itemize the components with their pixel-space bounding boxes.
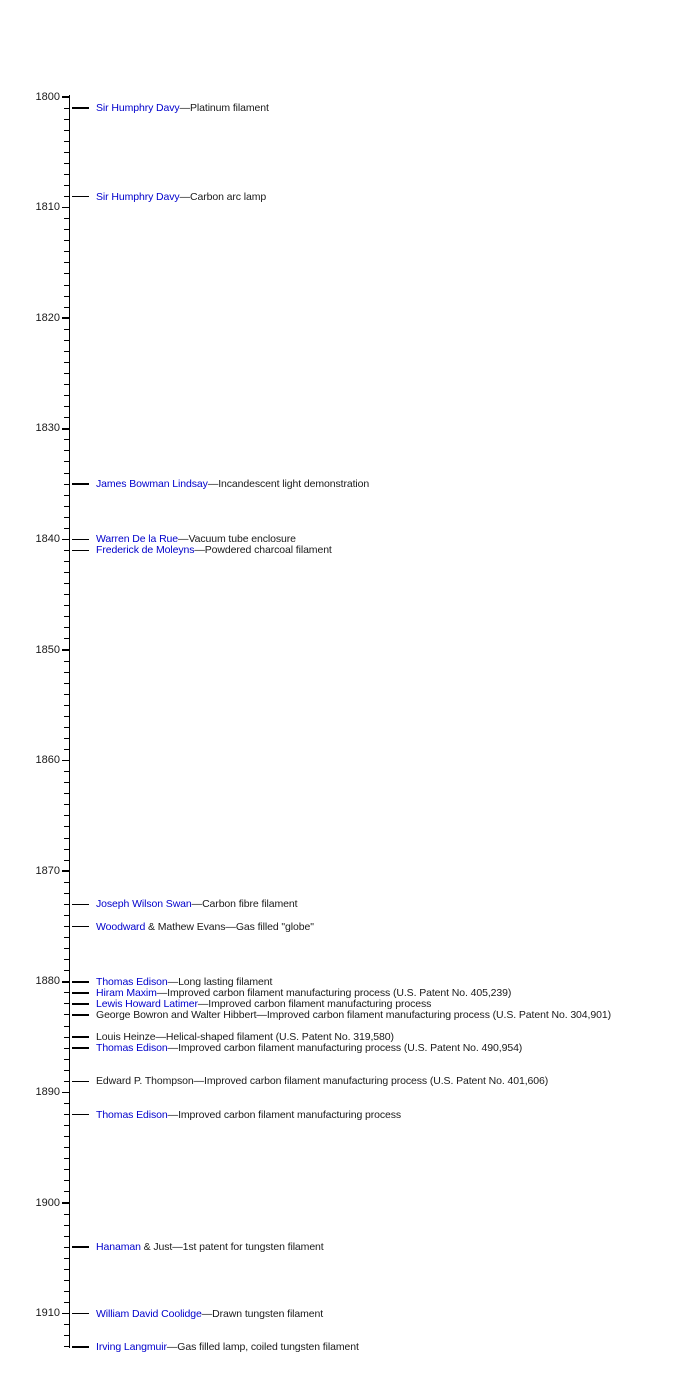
year-label-1850: 1850	[35, 643, 60, 656]
event-row	[72, 898, 297, 910]
minor-tick-1867	[64, 838, 69, 839]
event-name-link[interactable]: Thomas Edison	[96, 975, 168, 988]
event-marker-line	[72, 1114, 89, 1116]
minor-tick-1852	[64, 672, 69, 673]
event-separator: —	[167, 975, 179, 988]
minor-tick-1808	[64, 185, 69, 186]
minor-tick-1897	[64, 1169, 69, 1170]
minor-tick-1816	[64, 273, 69, 274]
event-text	[96, 1308, 323, 1320]
minor-tick-1815	[64, 262, 69, 263]
event-separator: —	[166, 1340, 178, 1353]
minor-tick-1871	[64, 882, 69, 883]
minor-tick-1825	[64, 373, 69, 374]
minor-tick-1829	[64, 417, 69, 418]
event-separator: —	[155, 1031, 166, 1044]
event-text	[96, 1075, 548, 1087]
minor-tick-1903	[64, 1236, 69, 1237]
year-label-1830: 1830	[35, 422, 60, 435]
minor-tick-1835	[64, 484, 69, 485]
minor-tick-1901	[64, 1214, 69, 1215]
event-separator: —	[197, 997, 209, 1010]
minor-tick-1895	[64, 1147, 69, 1148]
major-tick-1820	[62, 317, 69, 319]
minor-tick-1841	[64, 550, 69, 551]
year-label-1840: 1840	[35, 532, 60, 545]
event-separator: —	[179, 102, 190, 115]
event-description: Improved carbon filament manufacturing process	[178, 1108, 402, 1121]
event-name-suffix: & Mathew Evans	[145, 920, 226, 933]
minor-tick-1865	[64, 815, 69, 816]
minor-tick-1837	[64, 506, 69, 507]
minor-tick-1853	[64, 683, 69, 684]
minor-tick-1912	[64, 1335, 69, 1336]
event-row	[72, 1241, 324, 1253]
minor-tick-1818	[64, 296, 69, 297]
minor-tick-1807	[64, 174, 69, 175]
minor-tick-1839	[64, 528, 69, 529]
minor-tick-1851	[64, 661, 69, 662]
event-text	[96, 478, 369, 490]
minor-tick-1907	[64, 1280, 69, 1281]
year-label-1910: 1910	[35, 1307, 60, 1320]
event-row	[72, 1009, 611, 1021]
minor-tick-1828	[64, 406, 69, 407]
minor-tick-1892	[64, 1114, 69, 1115]
event-name-link[interactable]: Sir Humphry Davy	[96, 102, 180, 115]
event-marker-line	[72, 483, 89, 485]
event-description: Long lasting filament	[178, 975, 273, 988]
minor-tick-1814	[64, 251, 69, 252]
event-marker-line	[72, 1003, 89, 1005]
minor-tick-1876	[64, 937, 69, 938]
year-label-1900: 1900	[35, 1196, 60, 1209]
event-row	[72, 544, 332, 556]
minor-tick-1821	[64, 329, 69, 330]
minor-tick-1906	[64, 1269, 69, 1270]
event-name-link[interactable]: Sir Humphry Davy	[96, 190, 180, 203]
minor-tick-1844	[64, 583, 69, 584]
event-marker-line	[72, 539, 89, 541]
minor-tick-1881	[64, 992, 69, 993]
event-row	[72, 1109, 401, 1121]
minor-tick-1848	[64, 627, 69, 628]
event-row	[72, 191, 266, 203]
event-description: Helical-shaped filament (U.S. Patent No. 319,580)	[165, 1031, 394, 1044]
minor-tick-1833	[64, 461, 69, 462]
event-marker-line	[72, 1081, 89, 1083]
event-description: 1st patent for tungsten filament	[182, 1241, 324, 1254]
event-name-suffix: & Just	[140, 1241, 173, 1254]
event-marker-line	[72, 1047, 89, 1049]
event-separator: —	[167, 1042, 179, 1055]
minor-tick-1861	[64, 771, 69, 772]
minor-tick-1873	[64, 904, 69, 905]
event-text	[96, 1109, 401, 1121]
minor-tick-1827	[64, 395, 69, 396]
minor-tick-1817	[64, 285, 69, 286]
event-marker-line	[72, 1014, 89, 1016]
minor-tick-1856	[64, 716, 69, 717]
event-text	[96, 102, 269, 114]
event-marker-line	[72, 196, 89, 198]
major-tick-1880	[62, 981, 69, 983]
event-separator: —	[191, 898, 203, 911]
major-tick-1910	[62, 1313, 69, 1315]
minor-tick-1902	[64, 1225, 69, 1226]
year-label-1880: 1880	[35, 975, 60, 988]
minor-tick-1864	[64, 804, 69, 805]
minor-tick-1893	[64, 1125, 69, 1126]
minor-tick-1813	[64, 240, 69, 241]
minor-tick-1805	[64, 152, 69, 153]
minor-tick-1823	[64, 351, 69, 352]
minor-tick-1843	[64, 572, 69, 573]
event-name-link[interactable]: Warren De la Rue	[96, 533, 179, 546]
event-row	[72, 1042, 522, 1054]
minor-tick-1834	[64, 473, 69, 474]
event-description: Platinum filament	[190, 102, 269, 115]
event-text	[96, 191, 266, 203]
minor-tick-1811	[64, 218, 69, 219]
minor-tick-1896	[64, 1158, 69, 1159]
minor-tick-1905	[64, 1258, 69, 1259]
event-name-link[interactable]: Frederick de Moleyns	[96, 544, 195, 557]
event-row	[72, 478, 369, 490]
event-name-link[interactable]: Hiram Maxim	[96, 986, 157, 999]
event-description: Gas filled lamp, coiled tungsten filament	[177, 1340, 359, 1353]
event-name-link[interactable]: Lewis Howard Latimer	[96, 997, 198, 1010]
event-name-link[interactable]: James Bowman Lindsay	[96, 478, 208, 491]
minor-tick-1831	[64, 439, 69, 440]
event-description: Carbon fibre filament	[202, 898, 298, 911]
event-name: Louis Heinze	[96, 1031, 156, 1044]
event-separator: —	[194, 544, 205, 557]
minor-tick-1809	[64, 196, 69, 197]
minor-tick-1899	[64, 1191, 69, 1192]
minor-tick-1868	[64, 849, 69, 850]
event-row	[72, 102, 269, 114]
minor-tick-1866	[64, 826, 69, 827]
event-separator: —	[225, 920, 236, 933]
event-name: Edward P. Thompson	[96, 1075, 194, 1088]
minor-tick-1891	[64, 1103, 69, 1104]
event-description: Improved carbon filament manufacturing process (U.S. Patent No. 405,239)	[167, 986, 512, 999]
minor-tick-1882	[64, 1003, 69, 1004]
major-tick-1860	[62, 760, 69, 762]
event-separator: —	[193, 1075, 205, 1088]
event-description: Improved carbon filament manufacturing process (U.S. Patent No. 490,954)	[178, 1042, 523, 1055]
minor-tick-1877	[64, 948, 69, 949]
event-marker-line	[72, 1313, 89, 1315]
event-separator: —	[167, 1108, 179, 1121]
event-marker-line	[72, 107, 89, 109]
minor-tick-1812	[64, 229, 69, 230]
event-row	[72, 921, 314, 933]
event-text	[96, 544, 332, 556]
minor-tick-1806	[64, 163, 69, 164]
year-label-1890: 1890	[35, 1085, 60, 1098]
minor-tick-1854	[64, 694, 69, 695]
minor-tick-1875	[64, 926, 69, 927]
minor-tick-1842	[64, 561, 69, 562]
minor-tick-1802	[64, 119, 69, 120]
major-tick-1870	[62, 870, 69, 872]
minor-tick-1886	[64, 1048, 69, 1049]
event-marker-line	[72, 1246, 89, 1248]
minor-tick-1857	[64, 727, 69, 728]
year-label-1860: 1860	[35, 754, 60, 767]
minor-tick-1911	[64, 1324, 69, 1325]
event-description: Gas filled "globe"	[235, 920, 314, 933]
minor-tick-1822	[64, 340, 69, 341]
minor-tick-1874	[64, 915, 69, 916]
minor-tick-1908	[64, 1291, 69, 1292]
minor-tick-1889	[64, 1081, 69, 1082]
event-text	[96, 898, 297, 910]
event-description: Improved carbon filament manufacturing process (U.S. Patent No. 401,606)	[204, 1075, 549, 1088]
event-description: Incandescent light demonstration	[218, 478, 370, 491]
event-description: Vacuum tube enclosure	[188, 533, 296, 546]
event-separator: —	[207, 478, 219, 491]
event-marker-line	[72, 550, 89, 552]
minor-tick-1894	[64, 1136, 69, 1137]
minor-tick-1819	[64, 307, 69, 308]
year-label-1810: 1810	[35, 201, 60, 214]
event-description: Drawn tungsten filament	[212, 1307, 324, 1320]
event-row	[72, 1075, 548, 1087]
minor-tick-1836	[64, 495, 69, 496]
event-name-link[interactable]: Woodward	[96, 920, 146, 933]
minor-tick-1849	[64, 638, 69, 639]
event-name-link[interactable]: Joseph Wilson Swan	[96, 898, 192, 911]
event-separator: —	[256, 1008, 267, 1021]
minor-tick-1898	[64, 1180, 69, 1181]
minor-tick-1872	[64, 893, 69, 894]
minor-tick-1869	[64, 860, 69, 861]
event-name-link[interactable]: Thomas Edison	[96, 1108, 168, 1121]
minor-tick-1884	[64, 1026, 69, 1027]
minor-tick-1863	[64, 793, 69, 794]
event-text	[96, 1341, 359, 1353]
event-separator: —	[156, 986, 168, 999]
event-row	[72, 1308, 323, 1320]
event-separator: —	[201, 1307, 213, 1320]
event-row	[72, 1341, 359, 1353]
event-marker-line	[72, 1036, 89, 1038]
minor-tick-1862	[64, 782, 69, 783]
event-name: George Bowron and Walter Hibbert	[96, 1008, 257, 1021]
event-description: Powdered charcoal filament	[204, 544, 332, 557]
major-tick-1800	[62, 96, 69, 98]
timeline-axis-line	[69, 95, 71, 1348]
major-tick-1850	[62, 649, 69, 651]
minor-tick-1913	[64, 1346, 69, 1347]
event-separator: —	[172, 1241, 183, 1254]
major-tick-1810	[62, 207, 69, 209]
minor-tick-1885	[64, 1037, 69, 1038]
minor-tick-1855	[64, 705, 69, 706]
event-marker-line	[72, 904, 89, 906]
event-name-link[interactable]: Irving Langmuir	[96, 1340, 167, 1353]
event-description: Improved carbon filament manufacturing process	[208, 997, 432, 1010]
event-text	[96, 921, 314, 933]
minor-tick-1803	[64, 130, 69, 131]
minor-tick-1804	[64, 141, 69, 142]
event-name-link[interactable]: Hanaman	[96, 1241, 141, 1254]
event-name-link[interactable]: William David Coolidge	[96, 1307, 202, 1320]
event-separator: —	[179, 190, 190, 203]
minor-tick-1878	[64, 959, 69, 960]
year-label-1800: 1800	[35, 90, 60, 103]
event-marker-line	[72, 981, 89, 983]
major-tick-1890	[62, 1092, 69, 1094]
event-text	[96, 1042, 522, 1054]
year-label-1820: 1820	[35, 311, 60, 324]
minor-tick-1887	[64, 1059, 69, 1060]
minor-tick-1879	[64, 970, 69, 971]
event-text	[96, 1009, 611, 1021]
major-tick-1900	[62, 1202, 69, 1204]
event-name-link[interactable]: Thomas Edison	[96, 1042, 168, 1055]
event-separator: —	[178, 533, 189, 546]
event-marker-line	[72, 992, 89, 994]
minor-tick-1909	[64, 1302, 69, 1303]
minor-tick-1904	[64, 1247, 69, 1248]
year-label-1870: 1870	[35, 864, 60, 877]
minor-tick-1824	[64, 362, 69, 363]
minor-tick-1846	[64, 605, 69, 606]
minor-tick-1801	[64, 108, 69, 109]
event-text	[96, 1241, 324, 1253]
major-tick-1840	[62, 539, 69, 541]
event-description: Carbon arc lamp	[190, 190, 267, 203]
event-description: Improved carbon filament manufacturing process (U.S. Patent No. 304,901)	[266, 1008, 611, 1021]
minor-tick-1847	[64, 616, 69, 617]
minor-tick-1883	[64, 1014, 69, 1015]
minor-tick-1838	[64, 517, 69, 518]
major-tick-1830	[62, 428, 69, 430]
minor-tick-1888	[64, 1070, 69, 1071]
minor-tick-1859	[64, 749, 69, 750]
minor-tick-1826	[64, 384, 69, 385]
minor-tick-1832	[64, 450, 69, 451]
event-marker-line	[72, 1346, 89, 1348]
event-marker-line	[72, 926, 89, 928]
minor-tick-1858	[64, 738, 69, 739]
minor-tick-1845	[64, 594, 69, 595]
